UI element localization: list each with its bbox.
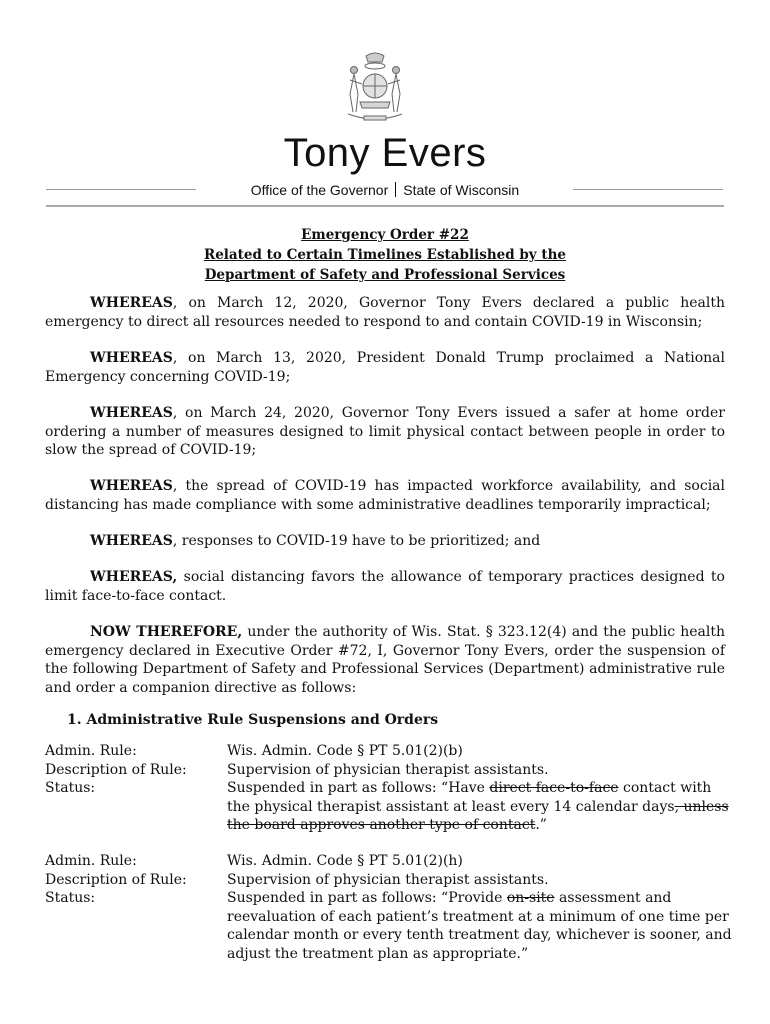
rule-entry-1: Admin. Rule: Wis. Admin. Code § PT 5.01(2)(b) Description of Rule: Supervision of physician therapist assistants. Status: Suspended in part as follows: “Have direct face-to-face contact with the physical therapist assistant at least every 14 calendar days, unless the board approves another type of contact.” xyxy=(45,742,735,835)
struck-text: on-site xyxy=(506,890,555,906)
rule-entry-2: Admin. Rule: Wis. Admin. Code § PT 5.01(2)(h) Description of Rule: Supervision of physician therapist assistants. Status: Suspended in part as follows: “Provide on-site assessment and reevaluation of each patient’s treatment at a minimum of one time per calendar month or every tenth treatment day, whichever is sooner, and adjust the treatment plan as appropriate.” xyxy=(45,852,735,963)
rule-status: Suspended in part as follows: “Provide on-site assessment and reevaluation of each patient’s treatment at a minimum of one time per calendar month or every tenth treatment day, whichever is sooner, and adjust the treatment plan as appropriate.” xyxy=(227,890,732,962)
rule-description: Supervision of physician therapist assistants. xyxy=(227,871,549,888)
office-line xyxy=(0,182,770,198)
rule-code: Wis. Admin. Code § PT 5.01(2)(b) xyxy=(227,743,463,759)
order-title-1: Emergency Order #22 xyxy=(301,227,469,243)
whereas-paragraph-4: WHEREAS, the spread of COVID-19 has impacted workforce availability, and social distancing has made compliance with some administrative deadlines temporarily impractical; xyxy=(45,478,725,513)
rule-status: Suspended in part as follows: “Have direct face-to-face contact with the physical therapist assistant at least every 14 calendar days, unless the board approves another type of contact.” xyxy=(227,780,729,833)
whereas-paragraph-6: WHEREAS, social distancing favors the allowance of temporary practices designed to limit face-to-face contact. xyxy=(45,569,725,604)
office-label: Office of the Governor xyxy=(250,182,389,198)
wisconsin-state-seal xyxy=(344,50,406,126)
struck-text: , unless the board approves another type of contact xyxy=(227,798,729,833)
rule-description: Supervision of physician therapist assistants. xyxy=(227,761,549,778)
divider xyxy=(395,182,396,197)
struck-text: direct face-to-face xyxy=(489,780,619,796)
header-full-rule xyxy=(46,205,724,207)
whereas-paragraph-3: WHEREAS, on March 24, 2020, Governor Tony Evers issued a safer at home order ordering a number of measures designed to limit physical contact between people in order to slow the spread of COVID-19; xyxy=(45,405,725,458)
order-title-3: Department of Safety and Professional Services xyxy=(204,267,566,283)
section-heading-1: 1. Administrative Rule Suspensions and Orders xyxy=(67,712,439,728)
now-therefore-paragraph: NOW THEREFORE, under the authority of Wis. Stat. § 323.12(4) and the public health emergency declared in Executive Order #72, I, Governor Tony Evers, order the suspension of the following Department of Safety and Professional Services (Department) administrative rule and order a companion directive as follows: xyxy=(45,624,725,696)
order-titles xyxy=(0,225,770,285)
whereas-paragraph-5: WHEREAS, responses to COVID-19 have to be prioritized; and xyxy=(90,533,541,549)
rule-code: Wis. Admin. Code § PT 5.01(2)(h) xyxy=(227,853,463,869)
order-title-2: Related to Certain Timelines Established by the xyxy=(203,247,566,263)
whereas-paragraph-2: WHEREAS, on March 13, 2020, President Donald Trump proclaimed a National Emergency concerning COVID-19; xyxy=(45,350,725,385)
whereas-paragraph-1: WHEREAS, on March 12, 2020, Governor Tony Evers declared a public health emergency to direct all resources needed to respond to and contain COVID-19 in Wisconsin; xyxy=(45,295,725,330)
state-label: State of Wisconsin xyxy=(403,182,520,198)
governor-name: Tony Evers xyxy=(283,131,487,175)
